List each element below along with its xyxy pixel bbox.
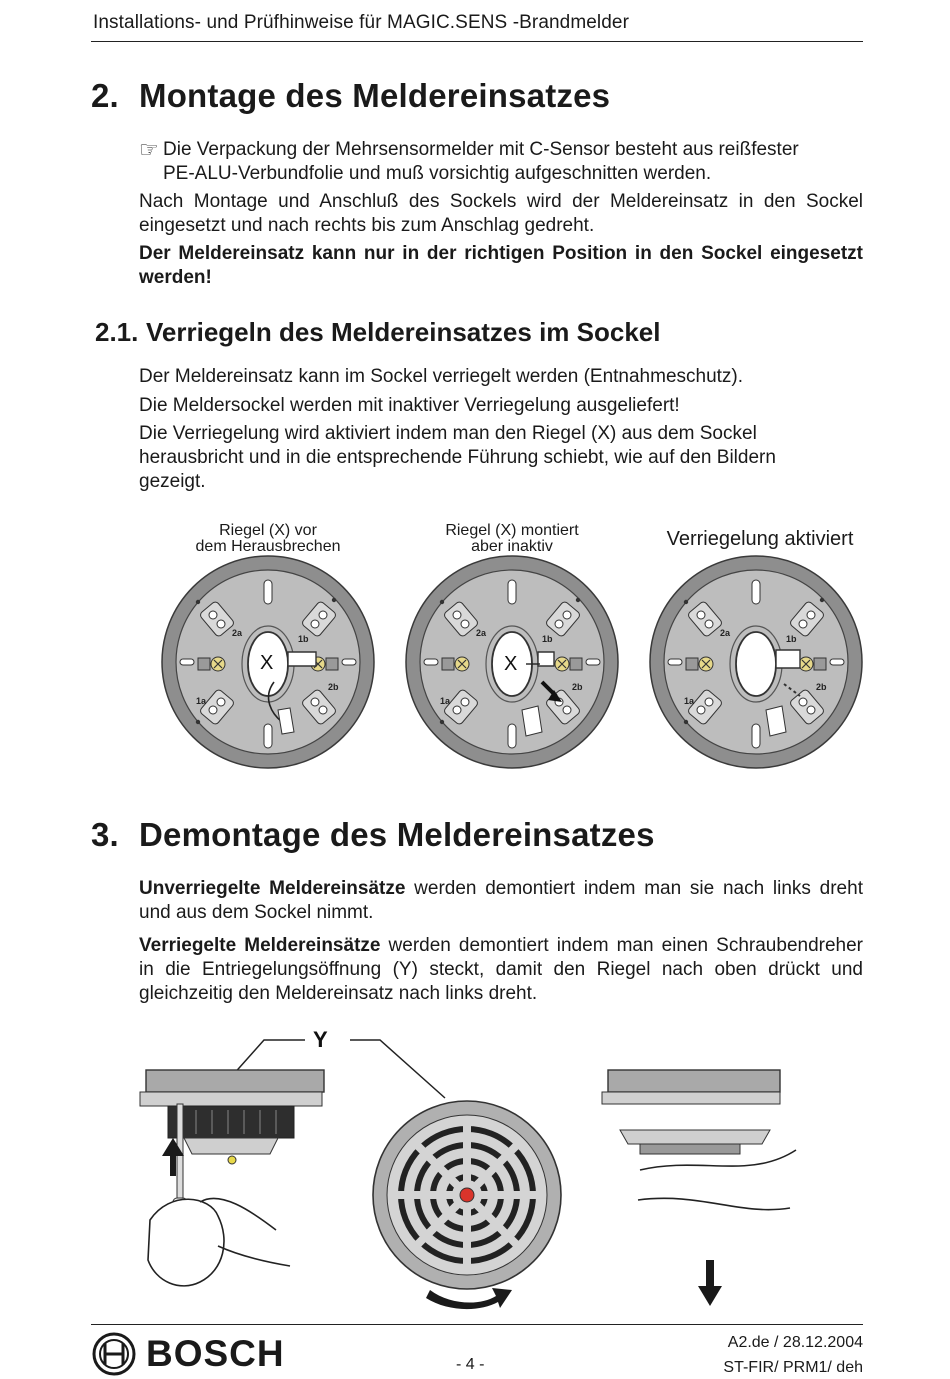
section-3-paragraph-2 xyxy=(139,934,863,1006)
section-3-paragraph-1-rest: werden demontiert indem man sie nach links dreht und aus dem Sockel nimmt. xyxy=(139,878,863,923)
demount-figures xyxy=(140,1020,810,1320)
socket-figure-3 xyxy=(650,556,862,768)
section-3-paragraph-2-rest: werden demontiert indem man einen Schraubendreher in die Entriegelungsöffnung (Y) steckt, damit den Riegel nach oben drückt und gleichzeitig den Meldereinsatz nach links dreht. xyxy=(139,935,864,1004)
brand-wordmark: BOSCH xyxy=(146,1333,285,1374)
section-2-paragraph-1: Nach Montage und Anschluß des Sockels wird der Meldereinsatz in den Sockel eingesetzt und nach rechts bis zum Anschlag gedreht. xyxy=(139,191,863,236)
section-2-warning: Der Meldereinsatz kann nur in der richtigen Position in den Sockel eingesetzt werden! xyxy=(139,243,863,288)
caption-figure-2-line-1: Riegel (X) montiert xyxy=(445,522,579,539)
socket-figure-2 xyxy=(406,556,618,768)
socket-figure-1 xyxy=(162,556,374,768)
pointing-hand-icon: ☞ xyxy=(139,137,159,162)
label-y: Y xyxy=(313,1027,328,1052)
section-3-title: Demontage des Meldereinsatzes xyxy=(139,816,655,853)
section-2-1-paragraph-3: Die Verriegelung wird aktiviert indem man den Riegel (X) aus dem Sockel herausbricht und in die entsprechende Führung schiebt, wie auf den Bildern gezeigt. xyxy=(139,423,776,492)
detector-bottom-center xyxy=(373,1101,561,1289)
section-2-1-paragraph-1: Der Meldereinsatz kann im Sockel verriegelt werden (Entnahmeschutz). xyxy=(139,366,744,387)
section-2-1-paragraph-2: Die Meldersockel werden mit inaktiver Verriegelung ausgeliefert! xyxy=(139,395,680,416)
section-2-number: 2. xyxy=(91,77,119,114)
bosch-logo-icon xyxy=(91,1331,137,1377)
header-rule xyxy=(91,41,863,42)
marker-x-2: X xyxy=(504,653,518,675)
detector-side-right xyxy=(602,1070,796,1306)
section-3-number: 3. xyxy=(91,816,119,853)
section-2-1-number: 2.1. xyxy=(95,317,139,347)
caption-figure-1-line-2: dem Herausbrechen xyxy=(195,538,341,555)
caption-figure-3: Verriegelung aktiviert xyxy=(666,528,854,550)
section-3-paragraph-1-bold: Unverriegelte Meldereinsätze xyxy=(139,878,406,899)
marker-x-1: X xyxy=(260,652,274,674)
caption-figure-1-line-1: Riegel (X) vor xyxy=(219,522,317,539)
section-2-title: Montage des Meldereinsatzes xyxy=(139,77,611,114)
rotate-left-arrow-icon xyxy=(426,1288,512,1309)
caption-figure-2-line-2: aber inaktiv xyxy=(471,538,553,555)
footer-rule xyxy=(91,1324,863,1325)
section-3-paragraph-1 xyxy=(139,877,863,925)
header-title: Installations- und Prüfhinweise für MAGIC.SENS -Brandmelder xyxy=(93,12,630,33)
section-2-1-title: Verriegeln des Meldereinsatzes im Sockel xyxy=(146,317,661,347)
note-line-1: Die Verpackung der Mehrsensormelder mit C-Sensor besteht aus reißfester xyxy=(163,139,799,160)
socket-figures: 2a 1b 1a X X xyxy=(150,555,870,770)
doc-id: A2.de / 28.12.2004 xyxy=(727,1334,863,1351)
section-3-paragraph-2-bold: Verriegelte Meldereinsätze xyxy=(139,935,381,956)
page-number: - 4 - xyxy=(456,1356,485,1373)
caption-figure-1 xyxy=(168,523,368,555)
note-line-2: PE-ALU-Verbundfolie und muß vorsichtig aufgeschnitten werden. xyxy=(163,163,712,184)
caption-figure-2 xyxy=(412,523,612,555)
doc-code: ST-FIR/ PRM1/ deh xyxy=(723,1359,863,1376)
